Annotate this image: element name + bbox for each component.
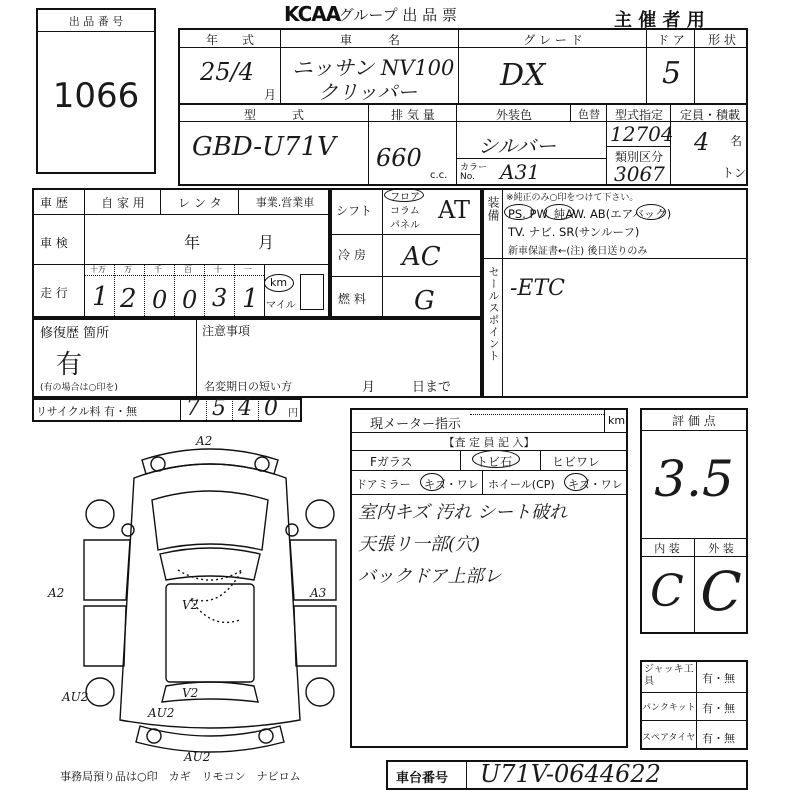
meter-unit: km	[608, 414, 626, 427]
name-change-label: 名変期日の短い方	[204, 380, 292, 393]
inspection-month: 月	[258, 233, 275, 252]
org-title: .グループ 出 品 票	[334, 6, 457, 24]
ab-circle	[636, 204, 666, 220]
digit-label-1: 一	[244, 265, 252, 274]
aircon-value: AC	[402, 242, 441, 272]
displacement-value: 660	[376, 144, 422, 172]
pw-circle	[544, 204, 574, 220]
shift-option-panel[interactable]: パネル	[390, 220, 420, 231]
shift-option-column[interactable]: コラム	[390, 206, 420, 217]
load-unit: トン	[722, 166, 747, 180]
inspector-comment-3: バックドア上部レ	[358, 566, 502, 587]
capacity-unit: 名	[730, 134, 743, 148]
repair-value: 有	[56, 350, 83, 380]
digit-label-1k: 千	[154, 265, 162, 274]
repair-note: (有の場合は○印を)	[40, 383, 118, 393]
type-designation-value: 12704	[610, 122, 674, 146]
mileage-digit-3: 0	[152, 286, 168, 314]
color-change-label: 色替	[578, 108, 600, 121]
diagram-mark-rear-window: V2	[182, 686, 199, 700]
color-value: シルバー	[478, 134, 557, 158]
mileage-digit-6: 1	[242, 284, 259, 314]
spare-label: スペアタイヤ	[642, 733, 696, 743]
jack-yes-no[interactable]: 有・無	[702, 672, 735, 685]
mileage-label: 走 行	[40, 286, 68, 300]
mileage-digit-5: 3	[212, 284, 228, 312]
puncture-label: パンクキット	[642, 703, 696, 713]
history-option-private[interactable]: 自 家 用	[101, 196, 145, 210]
make-label: 車 名	[339, 33, 400, 47]
year-value: 25/4	[200, 58, 254, 86]
organizer-label: 主 催 者 用	[614, 10, 705, 31]
inspector-comment-2: 天張リ一部(穴)	[358, 534, 481, 555]
grade-value: DX	[500, 58, 546, 93]
mileage-unit-km[interactable]: km	[270, 276, 288, 289]
wheel-options[interactable]: キズ・ワレ	[568, 478, 623, 491]
mileage-digit-2: 2	[120, 284, 137, 314]
doors-value: 5	[662, 56, 682, 91]
mileage-digit-1: 1	[92, 282, 109, 312]
shift-label: シフト	[336, 204, 373, 218]
shape-label: 形 状	[708, 33, 736, 47]
interior-value: C	[650, 566, 684, 617]
office-note: 事務局預り品は○印 カギ リモコン ナビロム	[60, 770, 301, 783]
diagram-mark-left-rear: AU2	[62, 690, 89, 704]
recycle-label: リサイクル料 有・無	[36, 405, 137, 418]
inspector-comment-1: 室内キズ 汚れ シート破れ	[358, 502, 568, 523]
equipment-line-1: PS. PW. 純AW. AB(エアバック)	[508, 207, 672, 221]
lot-number-label: 出 品 番 号	[68, 15, 124, 28]
sales-point-label: セールスポイント	[487, 266, 500, 362]
make-value-1: ニッサン NV100	[292, 56, 455, 80]
type-designation-label: 型式指定	[614, 108, 663, 122]
notes-label: 注意事項	[202, 324, 251, 338]
puncture-yes-no[interactable]: 有・無	[702, 702, 735, 715]
displacement-label: 排 気 量	[391, 108, 435, 122]
mileage-unit-mile[interactable]: マイル	[266, 300, 296, 311]
history-option-business[interactable]: 事業.営業車	[255, 196, 315, 209]
ps-circle	[504, 204, 534, 220]
color-number-value: A31	[500, 160, 540, 184]
equipment-line-2: TV. ナビ. SR(サンルーフ)	[508, 225, 640, 239]
aircon-label: 冷 房	[338, 248, 366, 262]
glass-option-chip[interactable]: トビ石	[476, 455, 513, 469]
mirror-label: ドアミラー	[356, 478, 411, 491]
year-month-suffix: 月	[264, 88, 277, 102]
mileage-digit-4: 0	[182, 286, 198, 314]
model-value: GBD-U71V	[192, 132, 336, 162]
inspector-title: 【査 定 員 記 入】	[443, 436, 535, 449]
capacity-value: 4	[694, 128, 710, 156]
history-option-rental[interactable]: レ ン タ	[178, 196, 222, 210]
score-value: 3.5	[654, 450, 734, 508]
name-change-day: 日まで	[412, 380, 452, 395]
diagram-mark-left-door: A2	[48, 586, 65, 600]
equipment-line-3: 新車保証書←(注) 後日送りのみ	[508, 246, 648, 257]
wheel-label: ホイール(CP)	[488, 478, 555, 491]
digit-label-100: 百	[184, 265, 192, 274]
color-number-label: カラー No.	[460, 163, 488, 182]
inspection-label: 車 検	[40, 236, 68, 250]
class-label: 類別区分	[614, 150, 663, 164]
chassis-label: 車台番号	[396, 771, 449, 786]
jack-label: ジャッキ工具	[644, 664, 694, 687]
make-value-2: クリッパー	[318, 80, 418, 104]
glass-label: Fガラス	[370, 455, 413, 469]
diagram-mark-roof: V2	[182, 598, 199, 612]
fuel-label: 燃 料	[338, 292, 366, 306]
exterior-label: 外 装	[708, 542, 734, 555]
exterior-value: C	[700, 560, 742, 623]
wheel-scratch-circle	[564, 473, 588, 491]
score-label: 評 価 点	[672, 414, 716, 428]
grade-label: グ レ ー ド	[523, 33, 583, 47]
digit-label-10k: 万	[124, 265, 132, 274]
recycle-digit-2: 5	[212, 396, 226, 421]
model-label: 型 式	[243, 108, 304, 122]
capacity-label: 定員・積載	[679, 108, 740, 122]
glass-option-crack[interactable]: ヒビワレ	[552, 455, 601, 469]
recycle-digit-1: 7	[186, 396, 200, 421]
name-change-month: 月	[362, 380, 376, 395]
class-value: 3067	[614, 162, 665, 186]
diagram-mark-bottom: AU2	[184, 750, 211, 764]
repair-label: 修復歴 箇所	[40, 326, 110, 341]
shift-option-floor[interactable]: フロア	[390, 192, 420, 203]
diagram-mark-front: A2	[196, 434, 213, 448]
spare-yes-no[interactable]: 有・無	[702, 732, 735, 745]
mirror-scratch-circle	[420, 473, 444, 491]
displacement-unit: c.c.	[430, 170, 448, 181]
diagram-mark-right-door: A3	[310, 586, 327, 600]
sales-point-value: -ETC	[510, 276, 565, 301]
shift-value: AT	[438, 196, 471, 224]
chassis-value: U71V-0644622	[480, 760, 661, 788]
recycle-unit: 円	[288, 408, 298, 419]
digit-label-10: 十	[214, 265, 222, 274]
interior-label: 内 装	[654, 542, 680, 555]
org-logo: KCAA	[284, 2, 341, 26]
equipment-label: 装備	[486, 196, 500, 222]
chip-circle	[472, 450, 520, 468]
digit-label-100k: 十万	[90, 265, 106, 274]
recycle-digit-3: 4	[238, 396, 252, 421]
mirror-options[interactable]: キズ・ワレ	[424, 478, 479, 491]
recycle-digit-4: 0	[264, 396, 278, 421]
color-label: 外装色	[495, 108, 532, 122]
fuel-value: G	[414, 286, 435, 316]
meter-label: 現メーター指示	[370, 417, 462, 432]
doors-label: ド ア	[657, 33, 685, 47]
equipment-note: ※純正のみ○印をつけて下さい。	[506, 193, 639, 203]
history-label: 車 歴	[40, 196, 68, 210]
inspection-year: 年	[184, 233, 201, 252]
year-label: 年 式	[205, 33, 254, 47]
car-damage-diagram	[70, 430, 350, 760]
lot-number-box	[36, 8, 156, 174]
lot-number-value: 1066	[52, 76, 140, 116]
diagram-mark-rear-bumper: AU2	[148, 706, 175, 720]
